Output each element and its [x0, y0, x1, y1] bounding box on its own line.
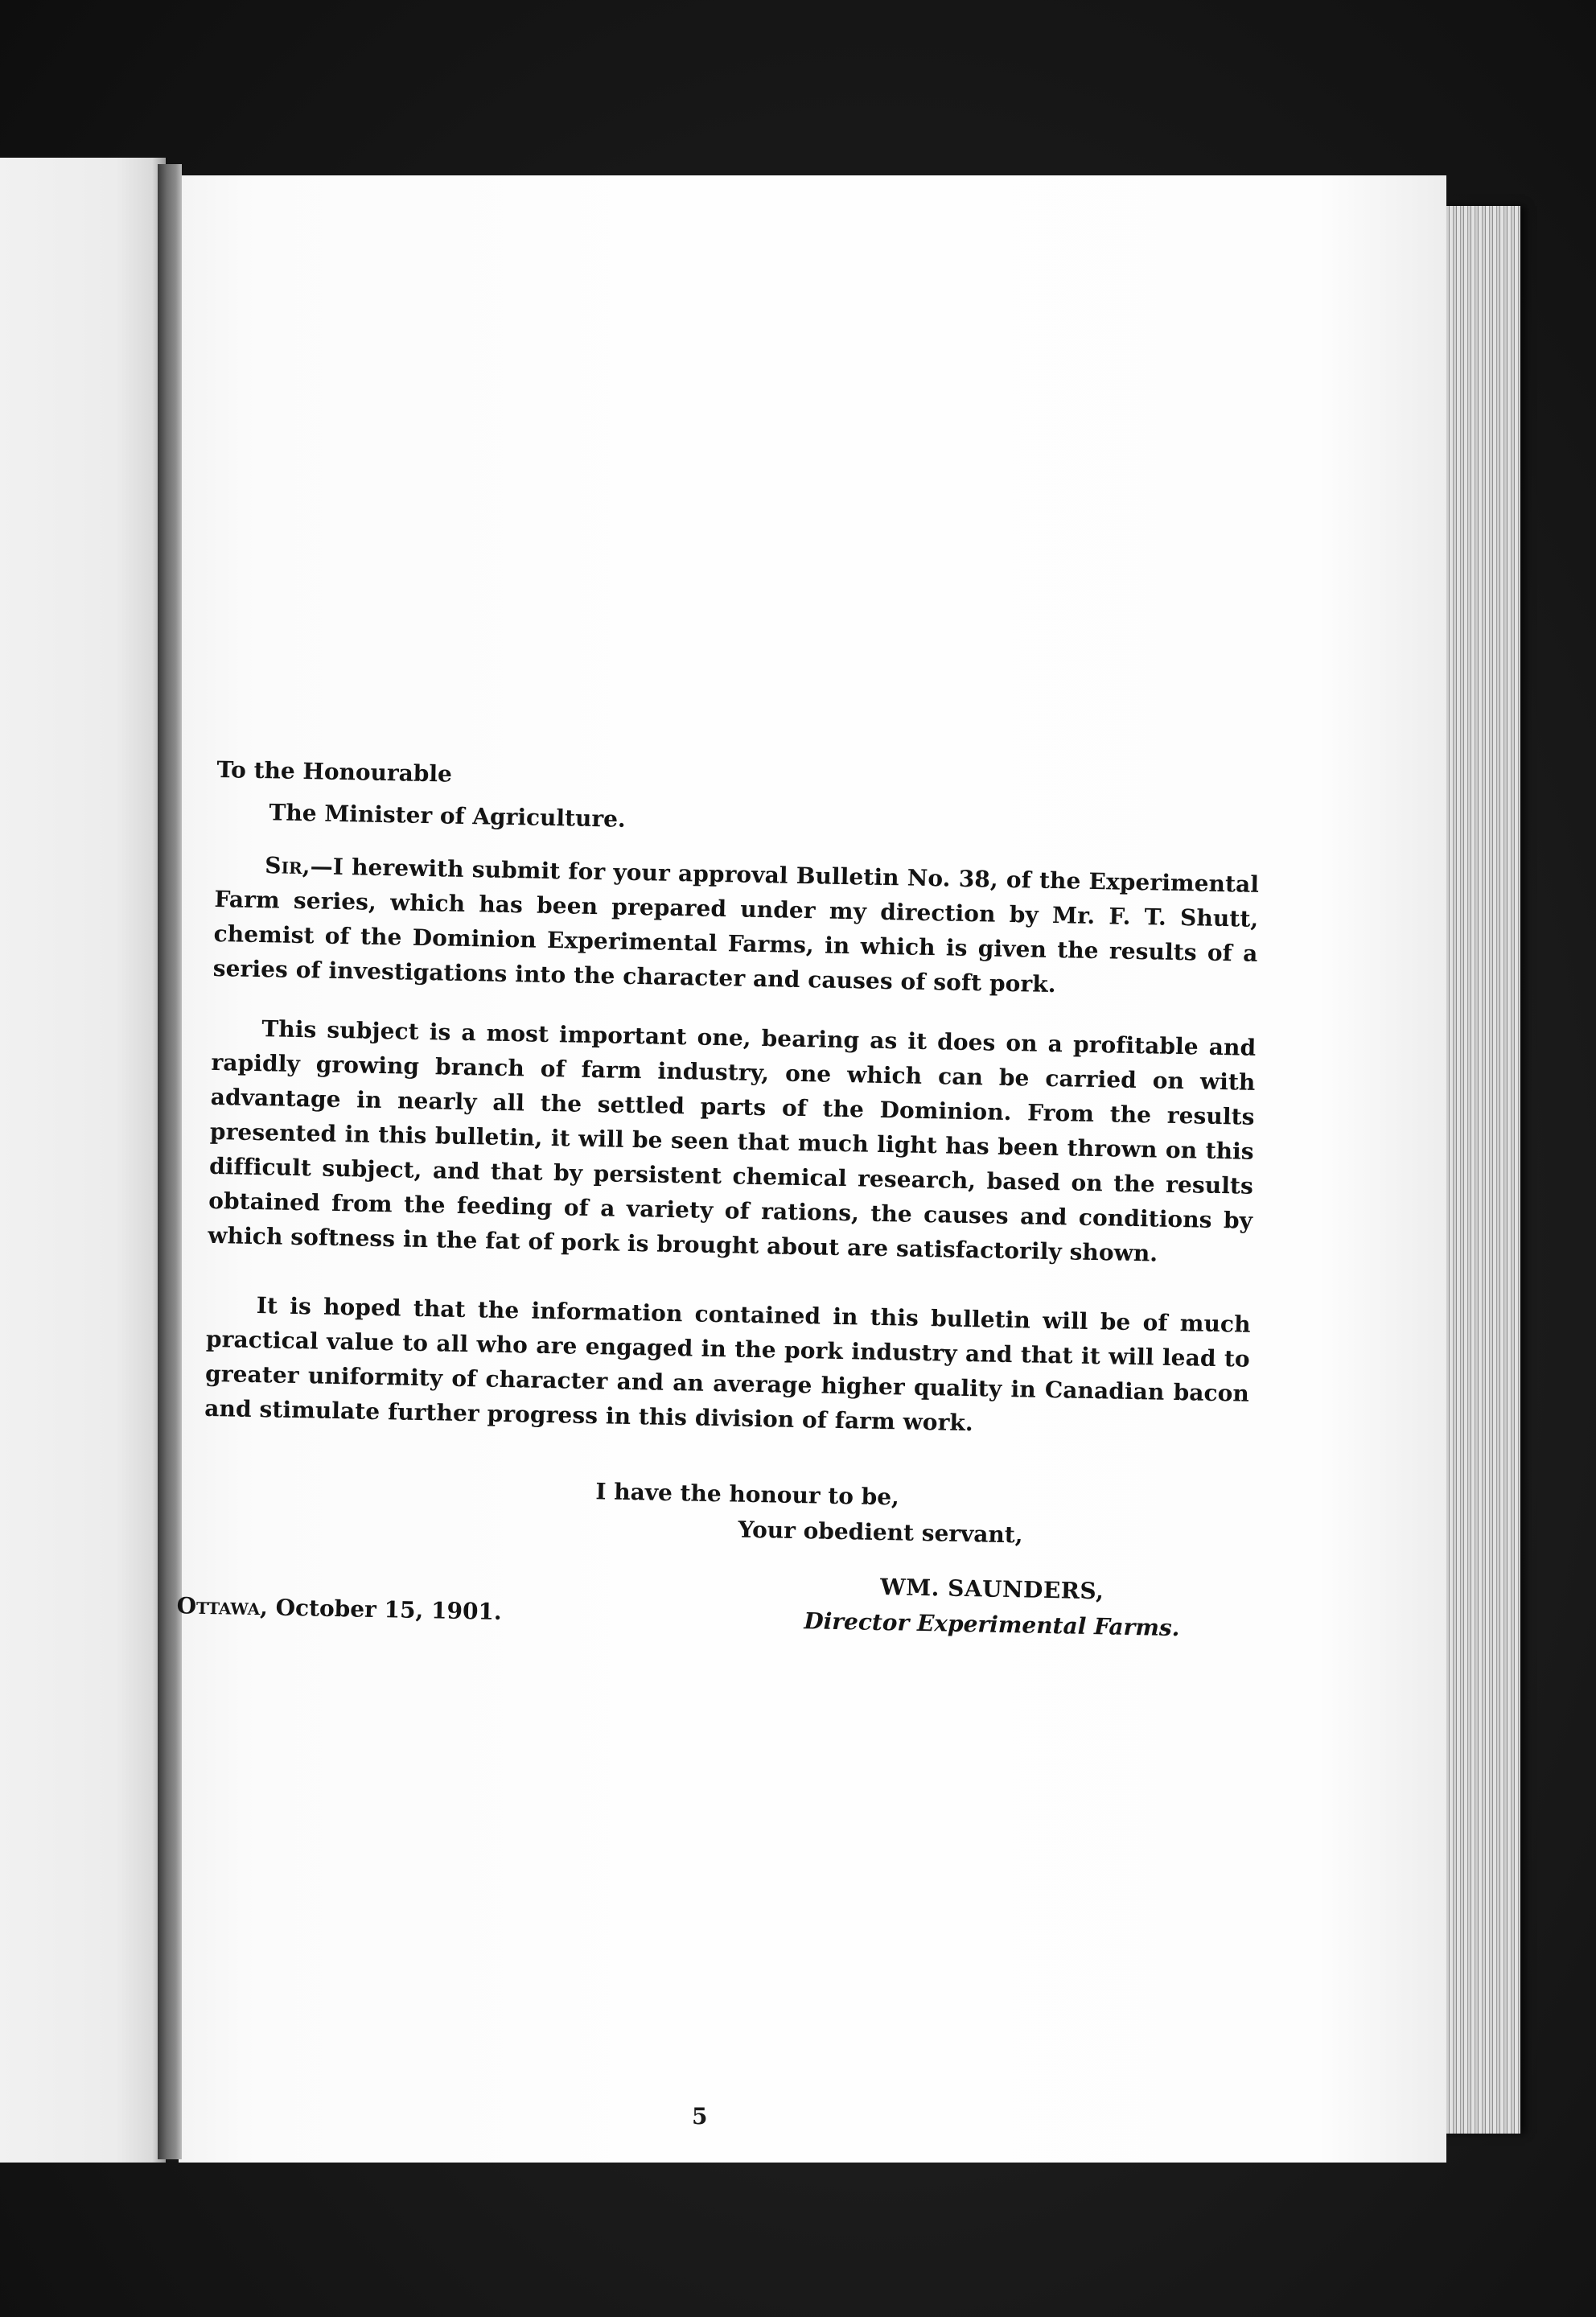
dateline	[176, 1588, 502, 1629]
salutation-sir: Sir,	[264, 852, 311, 880]
paragraph-2: This subject is a most important one, bearing as it does on a profitable and rapidly growing branch of farm industry, one which can be carried on with advantage in nearly all the settled parts of the Dominion. From the results presented in this bulletin, it will be seen that much light has been thrown on this difficult subject, and that by persistent chemical research, based on the results obtained from the feeding of a variety of rations, the causes and conditions by which softness in the fat of pork is brought about are satisfactorily shown.	[208, 1015, 1257, 1267]
facing-page-edge	[0, 158, 166, 2163]
page-number: 5	[692, 2103, 708, 2130]
paragraph-1-text: —I herewith submit for your approval Bulletin No. 38, of the Experimental Farm series, which has been prepared under my direction by Mr. F. T. Shutt, chemist of the Dominion Experimental Farms, in which is given the results of a series of investigations into the character and causes of soft pork.	[212, 853, 1260, 998]
dateline-place: Ottawa,	[176, 1592, 269, 1621]
salutation-line-2: The Minister of Agriculture.	[269, 799, 627, 833]
paragraph-1	[212, 847, 1259, 1006]
closing-line-1: I have the honour to be,	[595, 1478, 900, 1511]
signature-name: WM. SAUNDERS,	[879, 1574, 1104, 1605]
paragraph-3: It is hoped that the information contained in this bulletin will be of much practical value to all who are engaged in the pork industry and that it will lead to greater uniformity of character and an average higher quality in Canadian bacon and stimulate further progress in this division of farm work.	[204, 1292, 1251, 1437]
salutation-line-1: To the Honourable	[216, 755, 453, 788]
book-gutter	[158, 164, 182, 2159]
dateline-date: October 15, 1901.	[267, 1594, 503, 1625]
closing-line-2: Your obedient servant,	[738, 1516, 1023, 1549]
signature-title: Director Experimental Farms.	[804, 1607, 1180, 1642]
